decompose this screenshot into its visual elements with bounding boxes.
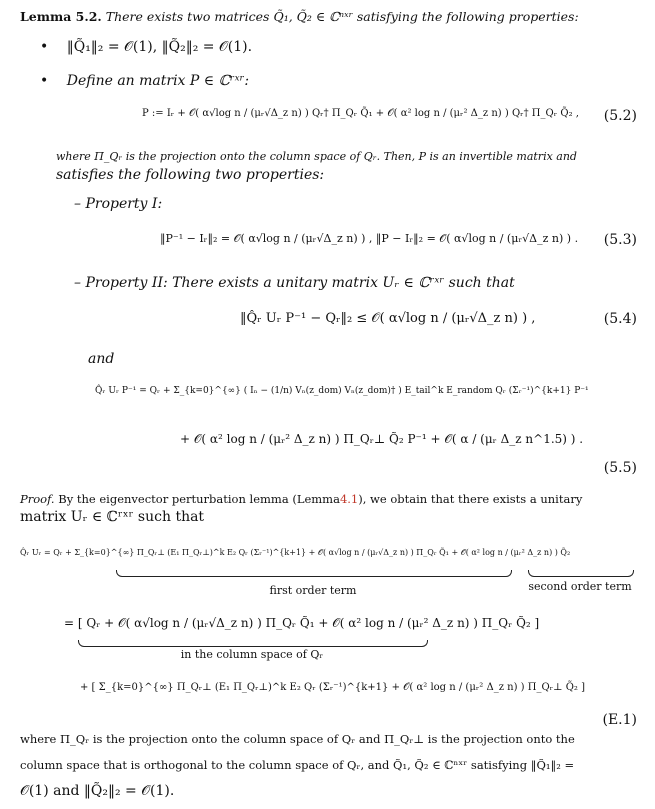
first-order-label: first order term xyxy=(269,584,357,597)
equation-number-5-4: (5.4) xyxy=(603,311,637,327)
proof-line-2: matrix Uᵣ ∈ ℂʳˣʳ such that xyxy=(20,509,205,525)
where-line-1: where Π_Qᵣ is the projection onto the column space of Qᵣ. Then, P is an invertible matrix and xyxy=(56,150,577,163)
proof-text-2: ), we obtain that there exists a unitary xyxy=(358,492,583,506)
equation-5-4: ‖Q̂ᵣ Uᵣ P⁻¹ − Qᵣ‖₂ ≤ 𝒪( α√log n / (μᵣ√Δ_z n) ) , xyxy=(240,311,536,326)
bullet-1-text: ‖Q̃₁‖₂ = 𝒪(1), ‖Q̃₂‖₂ = 𝒪(1). xyxy=(66,39,253,55)
property-2-label: – Property II: There exists a unitary matrix Uᵣ ∈ ℂʳˣʳ such that xyxy=(74,275,515,291)
equation-e1-line-1: Q̂ᵣ Uᵣ = Qᵣ + Σ_{k=0}^{∞} Π_Qᵣ⊥ (E₁ Π_Qᵣ⊥)^k E₂ Qᵣ (Σᵣ⁻¹)^{k+1} + 𝒪( α√log n / (μᵣ√Δ_z n) ) Π_Qᵣ Q̃₁ + 𝒪( α² log n / (μᵣ² Δ_z n) ) Q̃₂ xyxy=(20,548,571,557)
first-order-brace xyxy=(116,570,512,577)
bullet-1 xyxy=(40,38,252,56)
equation-number-5-5: (5.5) xyxy=(603,460,637,476)
and-word: and xyxy=(88,351,115,367)
proof-text-1: By the eigenvector perturbation lemma (Lemma xyxy=(58,492,340,506)
proof-line-1 xyxy=(20,490,582,508)
equation-number-e1: (E.1) xyxy=(602,712,637,728)
lemma-statement: There exists two matrices Q̃₁, Q̃₂ ∈ ℂⁿˣʳ satisfying the following properties: xyxy=(105,9,579,24)
bullet-dot: • xyxy=(40,73,49,89)
property-1-label: – Property I: xyxy=(74,196,163,212)
closing-line-3: 𝒪(1) and ‖Q̃₂‖₂ = 𝒪(1). xyxy=(20,783,175,799)
second-order-label: second order term xyxy=(528,580,632,593)
equation-number-5-3: (5.3) xyxy=(603,232,637,248)
bullet-2 xyxy=(40,72,249,90)
equation-5-3: ‖P⁻¹ − Iᵣ‖₂ = 𝒪( α√log n / (μᵣ√Δ_z n) ) , ‖P − Iᵣ‖₂ = 𝒪( α√log n / (μᵣ√Δ_z n) ) . xyxy=(160,232,579,245)
lemma-label: Lemma 5.2. xyxy=(20,9,102,24)
lemma-reference-link[interactable]: 4.1 xyxy=(339,492,359,506)
closing-line-1: where Π_Qᵣ is the projection onto the column space of Qᵣ and Π_Qᵣ⊥ is the projection onto the xyxy=(20,732,575,746)
bullet-2-text: Define an matrix P ∈ ℂʳˣʳ: xyxy=(66,73,250,89)
equation-5-2: P := Iᵣ + 𝒪( α√log n / (μᵣ√Δ_z n) ) Qᵣ† Π_Qᵣ Q̃₁ + 𝒪( α² log n / (μᵣ² Δ_z n) ) Qᵣ† Π_Qᵣ Q̃₂ , xyxy=(142,108,579,119)
lemma-line xyxy=(20,8,579,26)
column-space-label: in the column space of Qᵣ xyxy=(180,648,324,661)
column-space-brace xyxy=(78,640,428,647)
proof-label: Proof. xyxy=(20,492,55,506)
bullet-dot: • xyxy=(40,39,49,55)
equation-5-5-line-2: + 𝒪( α² log n / (μᵣ² Δ_z n) ) Π_Qᵣ⊥ Q̃₂ P⁻¹ + 𝒪( α / (μᵣ Δ_z n^1.5) ) . xyxy=(180,432,584,446)
where-line-2: satisfies the following two properties: xyxy=(56,167,325,183)
equation-e1-line-3: + [ Σ_{k=0}^{∞} Π_Qᵣ⊥ (E₁ Π_Qᵣ⊥)^k E₂ Qᵣ (Σᵣ⁻¹)^{k+1} + 𝒪( α² log n / (μᵣ² Δ_z n) ) Π_Qᵣ⊥ Q̃₂ ] xyxy=(80,682,586,693)
closing-line-2: column space that is orthogonal to the column space of Qᵣ, and Q̃₁, Q̃₂ ∈ ℂⁿˣʳ satisfying ‖Q̃₁‖₂ = xyxy=(20,758,575,772)
second-order-brace xyxy=(528,570,634,577)
equation-number-5-2: (5.2) xyxy=(603,108,637,124)
equation-5-5-line-1: Q̂ᵣ Uᵣ P⁻¹ = Qᵣ + Σ_{k=0}^{∞} ( Iₙ − (1/n) Vₙ(z_dom) Vₙ(z_dom)† ) E_tail^k E_random Qᵣ (Σᵣ⁻¹)^{k+1} P⁻¹ xyxy=(95,386,589,396)
equation-e1-line-2: = [ Qᵣ + 𝒪( α√log n / (μᵣ√Δ_z n) ) Π_Qᵣ Q̃₁ + 𝒪( α² log n / (μᵣ² Δ_z n) ) Π_Qᵣ Q̃₂ ] xyxy=(64,616,540,630)
